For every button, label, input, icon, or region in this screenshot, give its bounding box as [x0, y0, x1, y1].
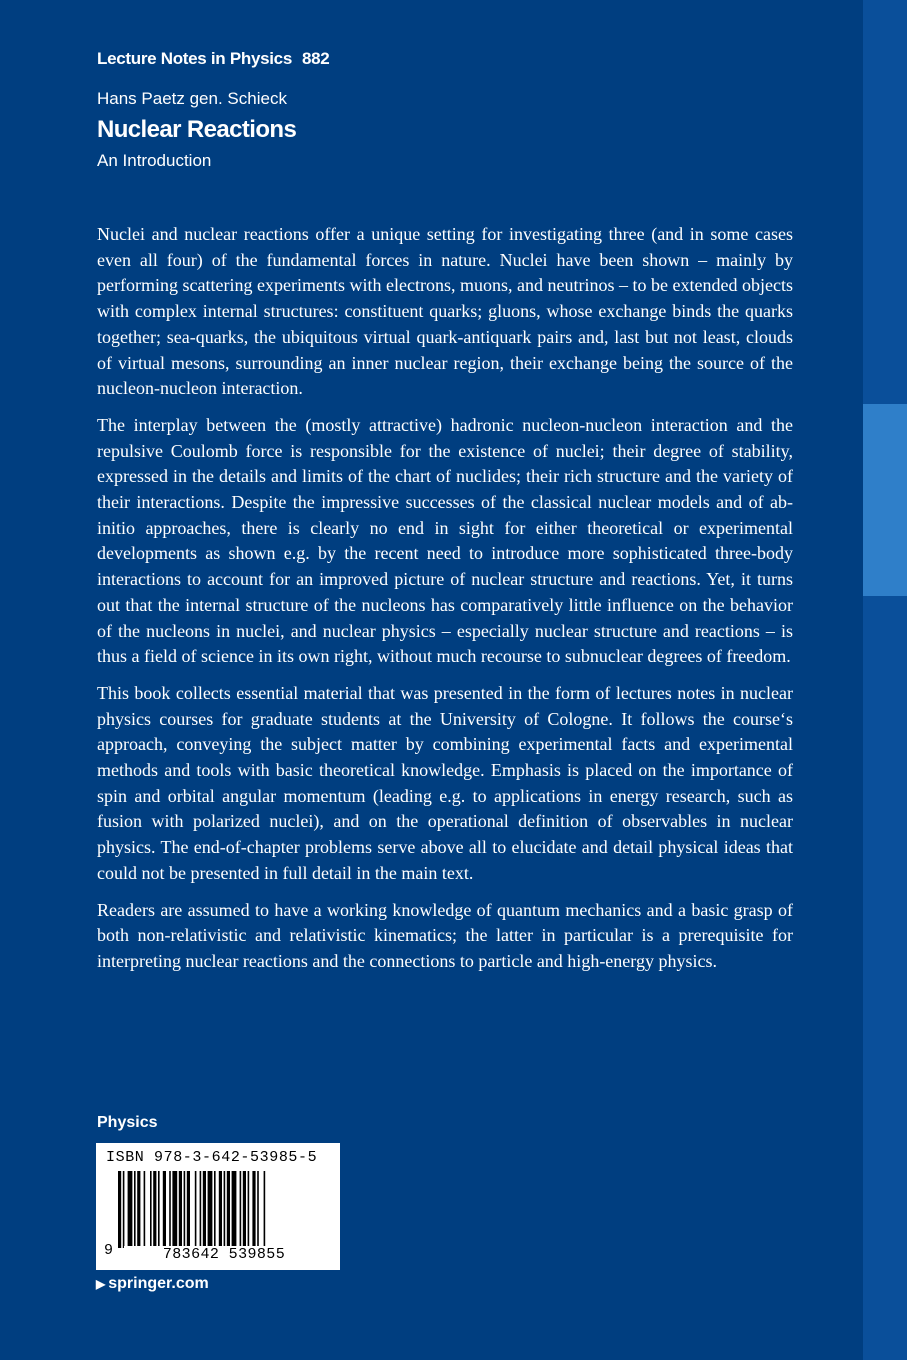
spine-stripe: [863, 0, 907, 1360]
blurb-paragraph: The interplay between the (mostly attractive) hadronic nucleon-nucleon interaction and the repulsive Coulomb force is responsible for the existence of nuclei; their degree of stability, expressed in the details and limits of the chart of nuclides; their rich structure and the variety of their interactions. Despite the impressive successes of the classical nuclear models and of ab-initio approaches, there is clearly no end in sight for either theoretical or experimental developments as shown e.g. by the recent need to introduce more sophisticated three-body interactions to account for an improved picture of nuclear structure and reactions. Yet, it turns out that the internal structure of the nucleons has comparatively little influence on the behavior of the nucleons in nuclei, and nuclear physics – especially nuclear structure and reactions – is thus a field of science in its own right, without much recourse to subnuclear degrees of freedom.: [97, 414, 793, 667]
series-line: [97, 49, 329, 69]
spine-accent-band: [863, 404, 907, 596]
blurb-paragraph: This book collects essential material that was presented in the form of lectures notes in nuclear physics courses for graduate students at the University of Cologne. It follows the course‘s approach, conveying the subject matter by combining experimental facts and experimental methods and tools with basic theoretical knowledge. Emphasis is placed on the importance of spin and orbital angular momentum (leading e.g. to applications in energy research, such as fusion with polarized nuclei), and on the operational definition of observables in nuclear physics. The end-of-chapter problems serve above all to elucidate and detail physical ideas that could not be presented in full detail in the main text.: [97, 682, 793, 883]
author: Hans Paetz gen. Schieck: [97, 89, 287, 108]
triangle-right-icon: ▶: [96, 1277, 106, 1291]
series-number: 882: [301, 49, 330, 68]
subject-label: Physics: [97, 1114, 158, 1131]
blurb-paragraph: Nuclei and nuclear reactions offer a unique setting for investigating three (and in some cases even all four) of the fundamental forces in nature. Nuclei have been shown – mainly by performing scattering experiments with electrons, muons, and neutrinos – to be extended objects with complex internal structures: constituent quarks; gluons, whose exchange binds the quarks together; sea-quarks, the ubiquitous virtual quark-antiquark pairs and, last but not least, clouds of virtual mesons, surrounding an inner nuclear region, their exchange being the source of the nucleon-nucleon interaction.: [97, 224, 793, 399]
book-title: Nuclear Reactions: [97, 116, 297, 143]
book-subtitle: An Introduction: [97, 151, 212, 170]
series-name: Lecture Notes in Physics: [97, 49, 292, 68]
ean-digits: 783642 539855: [124, 1246, 324, 1263]
publisher-link[interactable]: [96, 1275, 209, 1293]
blurb: [97, 222, 793, 986]
barcode-bars: [118, 1171, 328, 1248]
barcode-box: [96, 1143, 340, 1270]
publisher-label: springer.com: [108, 1275, 209, 1292]
blurb-paragraph: Readers are assumed to have a working knowledge of quantum mechanics and a basic grasp of both non-relativistic and relativistic kinematics; the latter in particular is a prerequisite for interpreting nuclear reactions and the connections to particle and high-energy physics.: [97, 899, 793, 971]
isbn-text: ISBN 978-3-642-53985-5: [106, 1149, 318, 1166]
ean-first-digit: 9: [104, 1242, 114, 1259]
